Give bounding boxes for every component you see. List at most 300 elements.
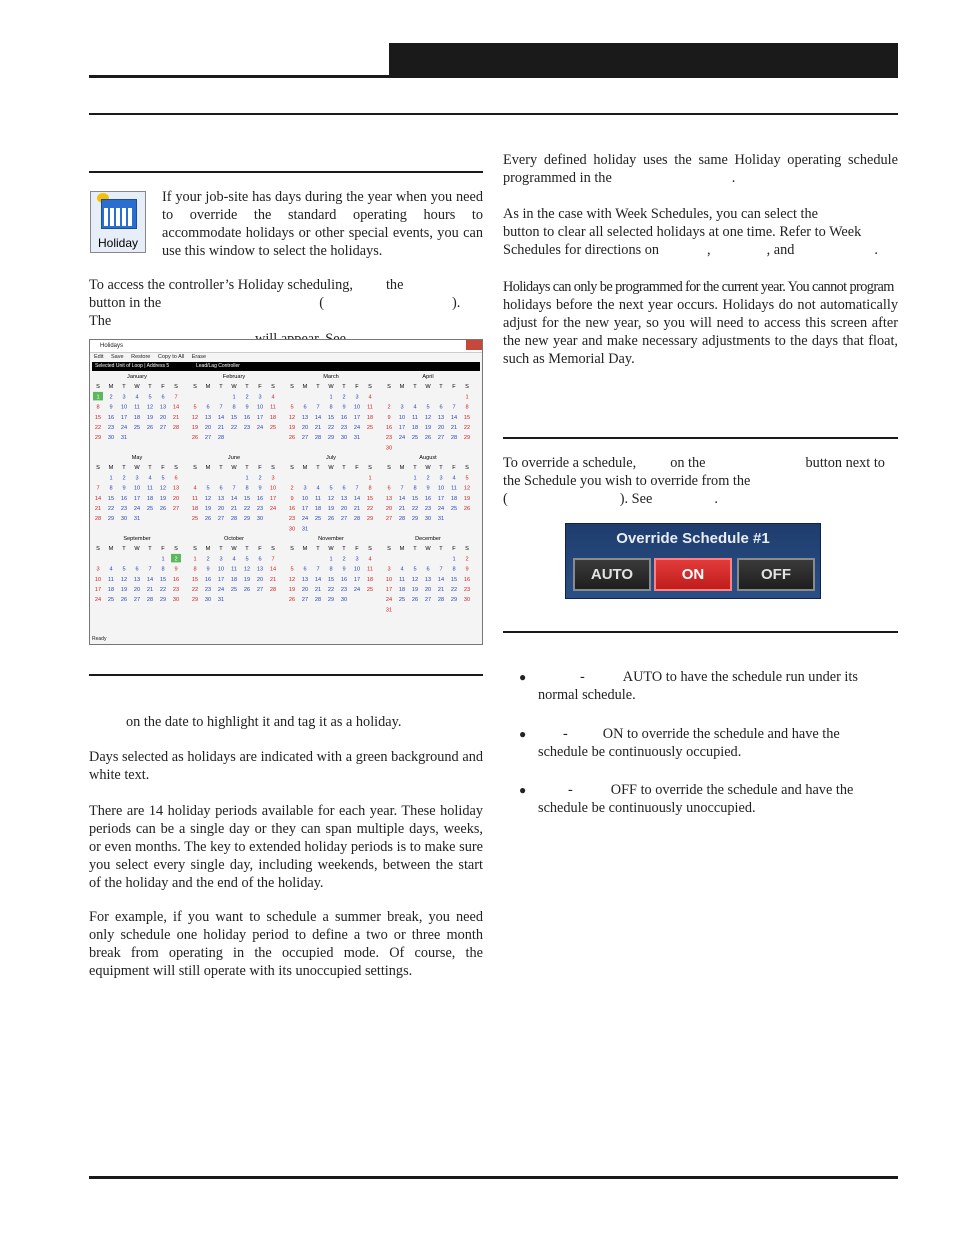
day-cell[interactable]: 25 xyxy=(191,516,199,523)
day-cell[interactable]: 8 xyxy=(452,566,456,573)
day-cell[interactable]: 4 xyxy=(271,394,275,401)
day-cell[interactable]: 21 xyxy=(437,587,445,593)
day-cell[interactable]: 8 xyxy=(161,566,165,573)
day-cell[interactable]: 19 xyxy=(204,506,212,512)
day-cell[interactable]: 29 xyxy=(159,597,167,604)
day-cell[interactable]: 12 xyxy=(159,485,167,492)
day-cell[interactable]: 6 xyxy=(303,566,307,573)
day-cell[interactable]: 14 xyxy=(353,495,361,502)
menu-copy-to-all[interactable]: Copy to All xyxy=(157,354,185,360)
day-cell[interactable]: 18 xyxy=(191,506,199,512)
day-cell[interactable]: 2 xyxy=(109,394,113,401)
day-cell[interactable]: 3 xyxy=(135,475,139,482)
day-cell[interactable]: 12 xyxy=(243,566,251,573)
day-cell[interactable]: 18 xyxy=(314,506,322,512)
day-cell[interactable]: 13 xyxy=(424,576,432,583)
day-cell[interactable]: 23 xyxy=(172,587,180,593)
day-cell[interactable]: 1 xyxy=(329,394,333,401)
day-cell[interactable]: 6 xyxy=(135,566,139,573)
day-cell[interactable]: 15 xyxy=(450,576,458,583)
day-cell[interactable]: 3 xyxy=(355,556,359,563)
day-cell[interactable]: 6 xyxy=(161,394,165,401)
day-cell[interactable]: 28 xyxy=(353,516,361,523)
day-cell[interactable]: 13 xyxy=(204,414,212,421)
day-cell[interactable]: 14 xyxy=(437,576,445,583)
day-cell[interactable]: 11 xyxy=(147,485,153,492)
day-cell[interactable]: 30 xyxy=(463,597,471,604)
day-cell[interactable]: 16 xyxy=(463,576,471,583)
day-cell[interactable]: 17 xyxy=(217,576,225,583)
day-cell[interactable]: 10 xyxy=(94,576,102,583)
day-cell[interactable]: 13 xyxy=(301,414,309,421)
day-cell[interactable]: 19 xyxy=(159,495,167,502)
day-cell[interactable]: 31 xyxy=(353,435,361,442)
day-cell[interactable]: 18 xyxy=(366,414,374,421)
day-cell[interactable]: 29 xyxy=(450,597,458,604)
day-cell[interactable]: 12 xyxy=(411,576,419,583)
day-cell[interactable]: 18 xyxy=(269,414,277,421)
day-cell[interactable]: 20 xyxy=(159,414,167,421)
day-cell[interactable]: 7 xyxy=(232,485,236,492)
day-cell[interactable]: 2 xyxy=(122,475,126,482)
day-cell[interactable]: 5 xyxy=(290,404,294,411)
day-cell[interactable]: 2 xyxy=(290,485,294,492)
day-cell[interactable]: 12 xyxy=(146,404,154,411)
day-cell[interactable]: 13 xyxy=(172,485,180,492)
day-cell[interactable]: 27 xyxy=(172,506,180,512)
day-cell[interactable]: 4 xyxy=(232,556,236,563)
day-cell[interactable]: 21 xyxy=(353,506,361,512)
day-cell[interactable]: 16 xyxy=(385,425,393,431)
day-cell[interactable]: 10 xyxy=(120,404,128,411)
day-cell[interactable]: 22 xyxy=(159,587,167,593)
day-cell[interactable]: 17 xyxy=(385,587,393,593)
day-cell[interactable]: 31 xyxy=(385,607,393,614)
day-cell[interactable]: 10 xyxy=(385,576,393,583)
day-cell[interactable]: 10 xyxy=(437,485,445,492)
menu-save[interactable]: Save xyxy=(111,354,124,360)
day-cell[interactable]: 21 xyxy=(314,587,322,593)
day-cell[interactable]: 1 xyxy=(368,475,372,482)
day-cell[interactable]: 21 xyxy=(172,414,180,421)
day-cell[interactable]: 1 xyxy=(452,556,456,563)
day-cell[interactable]: 12 xyxy=(424,414,432,421)
day-cell[interactable]: 9 xyxy=(109,404,113,411)
day-cell[interactable]: 3 xyxy=(219,556,223,563)
day-cell[interactable]: 4 xyxy=(193,485,197,492)
day-cell[interactable]: 18 xyxy=(366,576,374,583)
day-cell[interactable]: 30 xyxy=(340,597,348,604)
day-cell[interactable]: 1 xyxy=(413,475,417,482)
day-cell[interactable]: 17 xyxy=(398,425,406,431)
day-cell[interactable]: 26 xyxy=(327,516,335,523)
day-cell[interactable]: 20 xyxy=(437,425,445,431)
day-cell[interactable]: 24 xyxy=(217,587,225,593)
day-cell[interactable]: 18 xyxy=(107,587,115,593)
day-cell[interactable]: 5 xyxy=(161,475,165,482)
day-cell[interactable]: 11 xyxy=(108,576,114,583)
day-cell[interactable]: 13 xyxy=(256,566,264,573)
day-cell[interactable]: 17 xyxy=(94,587,102,593)
day-cell[interactable]: 6 xyxy=(206,404,210,411)
day-cell[interactable]: 11 xyxy=(134,404,140,411)
day-cell[interactable]: 6 xyxy=(426,566,430,573)
day-cell[interactable]: 1 xyxy=(245,475,249,482)
day-cell[interactable]: 20 xyxy=(301,425,309,431)
day-cell[interactable]: 1 xyxy=(193,556,197,563)
day-cell[interactable]: 24 xyxy=(385,597,393,604)
day-cell[interactable]: 18 xyxy=(230,576,238,583)
day-cell[interactable]: 16 xyxy=(288,506,296,512)
day-cell[interactable]: 11 xyxy=(315,495,321,502)
day-cell[interactable]: 23 xyxy=(424,506,432,512)
day-cell[interactable]: 2 xyxy=(342,394,346,401)
day-cell[interactable]: 19 xyxy=(424,425,432,431)
day-cell[interactable]: 4 xyxy=(452,475,456,482)
day-cell[interactable]: 14 xyxy=(217,414,225,421)
day-cell[interactable]: 23 xyxy=(120,506,128,512)
menu-restore[interactable]: Restore xyxy=(131,354,151,360)
day-cell[interactable]: 8 xyxy=(245,485,249,492)
day-cell[interactable]: 10 xyxy=(398,414,406,421)
day-cell[interactable]: 18 xyxy=(146,495,154,502)
day-cell[interactable]: 17 xyxy=(120,414,128,421)
day-cell[interactable]: 3 xyxy=(439,475,443,482)
day-cell[interactable]: 9 xyxy=(290,495,294,502)
day-cell[interactable]: 24 xyxy=(256,425,264,431)
day-cell[interactable]: 17 xyxy=(301,506,309,512)
day-cell[interactable]: 22 xyxy=(450,587,458,593)
day-cell[interactable]: 3 xyxy=(258,394,262,401)
day-cell[interactable]: 19 xyxy=(191,425,199,431)
day-cell[interactable]: 21 xyxy=(398,506,406,512)
day-cell[interactable]: 3 xyxy=(271,475,275,482)
day-cell[interactable]: 4 xyxy=(368,394,372,401)
day-cell[interactable]: 21 xyxy=(230,506,238,512)
day-cell[interactable]: 8 xyxy=(232,404,236,411)
day-cell[interactable]: 23 xyxy=(256,506,264,512)
day-cell[interactable]: 13 xyxy=(385,495,393,502)
day-cell[interactable]: 16 xyxy=(340,576,348,583)
day-cell[interactable]: 15 xyxy=(327,576,335,583)
day-cell[interactable]: 14 xyxy=(450,414,458,421)
day-cell[interactable]: 19 xyxy=(288,587,296,593)
day-cell[interactable]: 23 xyxy=(463,587,471,593)
day-cell[interactable]: 3 xyxy=(96,566,100,573)
day-cell[interactable]: 27 xyxy=(217,516,225,523)
day-cell[interactable]: 27 xyxy=(437,435,445,442)
day-cell[interactable]: 26 xyxy=(146,425,154,431)
day-cell[interactable]: 4 xyxy=(400,566,404,573)
day-cell[interactable]: 10 xyxy=(353,404,361,411)
day-cell[interactable]: 21 xyxy=(146,587,154,593)
day-cell[interactable]: 8 xyxy=(193,566,197,573)
day-cell[interactable]: 14 xyxy=(269,566,277,573)
day-cell[interactable]: 4 xyxy=(316,485,320,492)
day-cell[interactable]: 29 xyxy=(191,597,199,604)
day-cell[interactable]: 13 xyxy=(340,495,348,502)
day-cell[interactable]: 16 xyxy=(256,495,264,502)
day-cell[interactable]: 8 xyxy=(413,485,417,492)
day-cell[interactable]: 1 xyxy=(109,475,113,482)
day-cell[interactable]: 14 xyxy=(94,495,102,502)
day-cell[interactable]: 1 xyxy=(161,556,165,563)
day-cell[interactable]: 6 xyxy=(342,485,346,492)
day-cell[interactable]: 24 xyxy=(94,597,102,604)
day-cell[interactable]: 4 xyxy=(109,566,113,573)
day-cell[interactable]: 5 xyxy=(193,404,197,411)
day-cell[interactable]: 23 xyxy=(107,425,115,431)
day-cell[interactable]: 1 xyxy=(329,556,333,563)
day-cell[interactable]: 3 xyxy=(122,394,126,401)
day-cell[interactable]: 22 xyxy=(327,587,335,593)
day-cell[interactable]: 12 xyxy=(327,495,335,502)
day-cell[interactable]: 5 xyxy=(465,475,469,482)
day-cell[interactable]: 12 xyxy=(288,414,296,421)
day-cell[interactable]: 27 xyxy=(256,587,264,593)
day-cell[interactable]: 7 xyxy=(96,485,100,492)
day-cell[interactable]: 30 xyxy=(385,445,393,452)
day-cell[interactable]: 18 xyxy=(411,425,419,431)
off-button[interactable]: OFF xyxy=(737,558,815,591)
day-cell[interactable]: 28 xyxy=(314,435,322,442)
day-cell[interactable]: 15 xyxy=(366,495,374,502)
day-cell[interactable]: 30 xyxy=(204,597,212,604)
day-cell[interactable]: 26 xyxy=(159,506,167,512)
day-cell[interactable]: 30 xyxy=(288,526,296,533)
day-cell[interactable]: 19 xyxy=(288,425,296,431)
day-cell[interactable]: 23 xyxy=(243,425,251,431)
day-cell[interactable]: 30 xyxy=(256,516,264,523)
day-cell[interactable]: 26 xyxy=(424,435,432,442)
day-cell[interactable]: 27 xyxy=(204,435,212,442)
day-cell[interactable]: 16 xyxy=(172,576,180,583)
day-cell[interactable]: 20 xyxy=(256,576,264,583)
day-cell[interactable]: 11 xyxy=(270,404,276,411)
day-cell[interactable]: 9 xyxy=(426,485,430,492)
day-cell[interactable]: 15 xyxy=(230,414,238,421)
day-cell[interactable]: 5 xyxy=(413,566,417,573)
day-cell[interactable]: 28 xyxy=(94,516,102,523)
day-cell[interactable]: 29 xyxy=(327,597,335,604)
day-cell[interactable]: 18 xyxy=(398,587,406,593)
day-cell[interactable]: 7 xyxy=(355,485,359,492)
day-cell[interactable]: 12 xyxy=(120,576,128,583)
day-cell[interactable]: 24 xyxy=(120,425,128,431)
day-cell[interactable]: 22 xyxy=(463,425,471,431)
day-cell[interactable]: 25 xyxy=(366,587,374,593)
day-cell[interactable]: 25 xyxy=(366,425,374,431)
day-cell[interactable]: 18 xyxy=(450,495,458,502)
day-cell[interactable]: 23 xyxy=(340,425,348,431)
day-cell[interactable]: 16 xyxy=(243,414,251,421)
day-cell[interactable]: 28 xyxy=(437,597,445,604)
day-cell[interactable]: 9 xyxy=(258,485,262,492)
day-cell[interactable]: 29 xyxy=(94,435,102,442)
day-cell[interactable]: 26 xyxy=(463,506,471,512)
day-cell[interactable]: 19 xyxy=(146,414,154,421)
day-cell[interactable]: 22 xyxy=(243,506,251,512)
day-cell[interactable]: 1 xyxy=(465,394,469,401)
day-cell[interactable]: 15 xyxy=(107,495,115,502)
day-cell[interactable]: 4 xyxy=(135,394,139,401)
day-cell[interactable]: 7 xyxy=(316,566,320,573)
day-cell[interactable]: 27 xyxy=(424,597,432,604)
day-cell[interactable]: 8 xyxy=(96,404,100,411)
day-cell[interactable]: 12 xyxy=(204,495,212,502)
day-cell[interactable]: 6 xyxy=(387,485,391,492)
day-cell[interactable]: 23 xyxy=(288,516,296,523)
day-cell[interactable]: 7 xyxy=(148,566,152,573)
day-cell[interactable]: 27 xyxy=(159,425,167,431)
day-cell[interactable]: 22 xyxy=(230,425,238,431)
day-cell[interactable]: 9 xyxy=(465,566,469,573)
day-cell[interactable]: 3 xyxy=(387,566,391,573)
day-cell[interactable]: 10 xyxy=(301,495,309,502)
day-cell[interactable]: 24 xyxy=(437,506,445,512)
day-cell[interactable]: 13 xyxy=(159,404,167,411)
day-cell[interactable]: 25 xyxy=(314,516,322,523)
day-cell[interactable]: 6 xyxy=(174,475,178,482)
day-cell[interactable]: 25 xyxy=(146,506,154,512)
day-cell[interactable]: 15 xyxy=(327,414,335,421)
day-cell[interactable]: 2 xyxy=(206,556,210,563)
day-cell[interactable]: 3 xyxy=(355,394,359,401)
day-cell[interactable]: 16 xyxy=(107,414,115,421)
day-cell[interactable]: 9 xyxy=(206,566,210,573)
day-cell[interactable]: 21 xyxy=(450,425,458,431)
day-cell[interactable]: 23 xyxy=(204,587,212,593)
day-cell[interactable]: 5 xyxy=(290,566,294,573)
day-cell[interactable]: 14 xyxy=(398,495,406,502)
day-cell[interactable]: 11 xyxy=(451,485,457,492)
day-cell[interactable]: 24 xyxy=(301,516,309,523)
day-cell[interactable]: 25 xyxy=(411,435,419,442)
day-cell[interactable]: 14 xyxy=(230,495,238,502)
day-cell[interactable]: 28 xyxy=(314,597,322,604)
day-cell[interactable]: 6 xyxy=(258,556,262,563)
day-cell[interactable]: 22 xyxy=(366,506,374,512)
day-cell[interactable]: 18 xyxy=(133,414,141,421)
day-cell[interactable]: 15 xyxy=(191,576,199,583)
day-cell[interactable]: 10 xyxy=(269,485,277,492)
day-cell[interactable]: 28 xyxy=(217,435,225,442)
day-cell[interactable]: 9 xyxy=(342,566,346,573)
day-cell[interactable]: 11 xyxy=(231,566,237,573)
day-cell[interactable]: 19 xyxy=(463,495,471,502)
auto-button[interactable]: AUTO xyxy=(573,558,651,591)
menu-erase[interactable]: Erase xyxy=(191,354,207,360)
day-cell[interactable]: 14 xyxy=(172,404,180,411)
day-cell[interactable]: 13 xyxy=(133,576,141,583)
day-cell[interactable]: 7 xyxy=(400,485,404,492)
day-cell[interactable]: 17 xyxy=(437,495,445,502)
day-cell[interactable]: 4 xyxy=(368,556,372,563)
day-cell[interactable]: 26 xyxy=(288,435,296,442)
day-cell[interactable]: 26 xyxy=(191,435,199,442)
day-cell[interactable]: 20 xyxy=(204,425,212,431)
day-cell[interactable]: 14 xyxy=(146,576,154,583)
day-cell[interactable]: 22 xyxy=(107,506,115,512)
day-cell[interactable]: 8 xyxy=(109,485,113,492)
day-cell[interactable]: 2 xyxy=(426,475,430,482)
day-cell[interactable]: 19 xyxy=(120,587,128,593)
day-cell[interactable]: 31 xyxy=(301,526,309,533)
day-cell[interactable]: 23 xyxy=(385,435,393,442)
day-cell[interactable]: 30 xyxy=(107,435,115,442)
day-cell[interactable]: 8 xyxy=(465,404,469,411)
day-cell[interactable]: 19 xyxy=(411,587,419,593)
day-cell[interactable]: 25 xyxy=(230,587,238,593)
close-icon[interactable] xyxy=(466,340,482,350)
day-cell[interactable]: 15 xyxy=(94,414,102,421)
day-cell[interactable]: 17 xyxy=(256,414,264,421)
day-cell[interactable]: 28 xyxy=(398,516,406,523)
day-cell[interactable]: 7 xyxy=(316,404,320,411)
day-cell[interactable]: 2 xyxy=(465,556,469,563)
day-cell[interactable]: 13 xyxy=(301,576,309,583)
day-cell[interactable]: 10 xyxy=(256,404,264,411)
day-cell[interactable]: 6 xyxy=(439,404,443,411)
day-cell[interactable]: 20 xyxy=(217,506,225,512)
day-cell[interactable]: 24 xyxy=(398,435,406,442)
day-cell[interactable]: 26 xyxy=(288,597,296,604)
day-cell[interactable]: 25 xyxy=(133,425,141,431)
day-cell[interactable]: 14 xyxy=(314,414,322,421)
day-cell[interactable]: 15 xyxy=(463,414,471,421)
day-cell[interactable]: 10 xyxy=(353,566,361,573)
day-cell[interactable]: 29 xyxy=(411,516,419,523)
day-cell[interactable]: 31 xyxy=(437,516,445,523)
menu-edit[interactable]: Edit xyxy=(94,354,104,360)
day-cell[interactable]: 11 xyxy=(399,576,405,583)
day-cell[interactable]: 26 xyxy=(120,597,128,604)
day-cell[interactable]: 21 xyxy=(217,425,225,431)
day-cell[interactable]: 28 xyxy=(230,516,238,523)
day-cell[interactable]: 12 xyxy=(191,414,199,421)
day-cell[interactable]: 12 xyxy=(463,485,471,492)
day-cell[interactable]: 22 xyxy=(94,425,102,431)
day-cell[interactable]: 7 xyxy=(452,404,456,411)
day-cell[interactable]: 4 xyxy=(413,404,417,411)
day-cell[interactable]: 22 xyxy=(411,506,419,512)
day-cell[interactable]: 5 xyxy=(206,485,210,492)
day-cell[interactable]: 27 xyxy=(301,597,309,604)
day-cell[interactable]: 19 xyxy=(243,576,251,583)
day-cell[interactable]: 8 xyxy=(329,566,333,573)
day-cell[interactable]: 17 xyxy=(269,495,277,502)
day-cell[interactable]: 3 xyxy=(303,485,307,492)
day-cell[interactable]: 26 xyxy=(204,516,212,523)
day-cell[interactable]: 9 xyxy=(245,404,249,411)
day-cell[interactable]: 5 xyxy=(122,566,126,573)
day-cell[interactable]: 29 xyxy=(243,516,251,523)
day-cell[interactable]: 28 xyxy=(146,597,154,604)
day-cell[interactable]: 15 xyxy=(411,495,419,502)
day-cell[interactable]: 25 xyxy=(107,597,115,604)
day-cell[interactable]: 13 xyxy=(437,414,445,421)
day-cell[interactable]: 24 xyxy=(353,425,361,431)
day-cell[interactable]: 5 xyxy=(426,404,430,411)
day-cell[interactable]: 5 xyxy=(245,556,249,563)
day-cell[interactable]: 27 xyxy=(133,597,141,604)
day-cell[interactable]: 11 xyxy=(367,566,373,573)
day-cell[interactable]: 21 xyxy=(94,506,102,512)
day-cell[interactable]: 11 xyxy=(192,495,198,502)
day-cell[interactable]: 9 xyxy=(342,404,346,411)
day-cell[interactable]: 1 xyxy=(232,394,236,401)
day-cell[interactable]: 2 xyxy=(245,394,249,401)
